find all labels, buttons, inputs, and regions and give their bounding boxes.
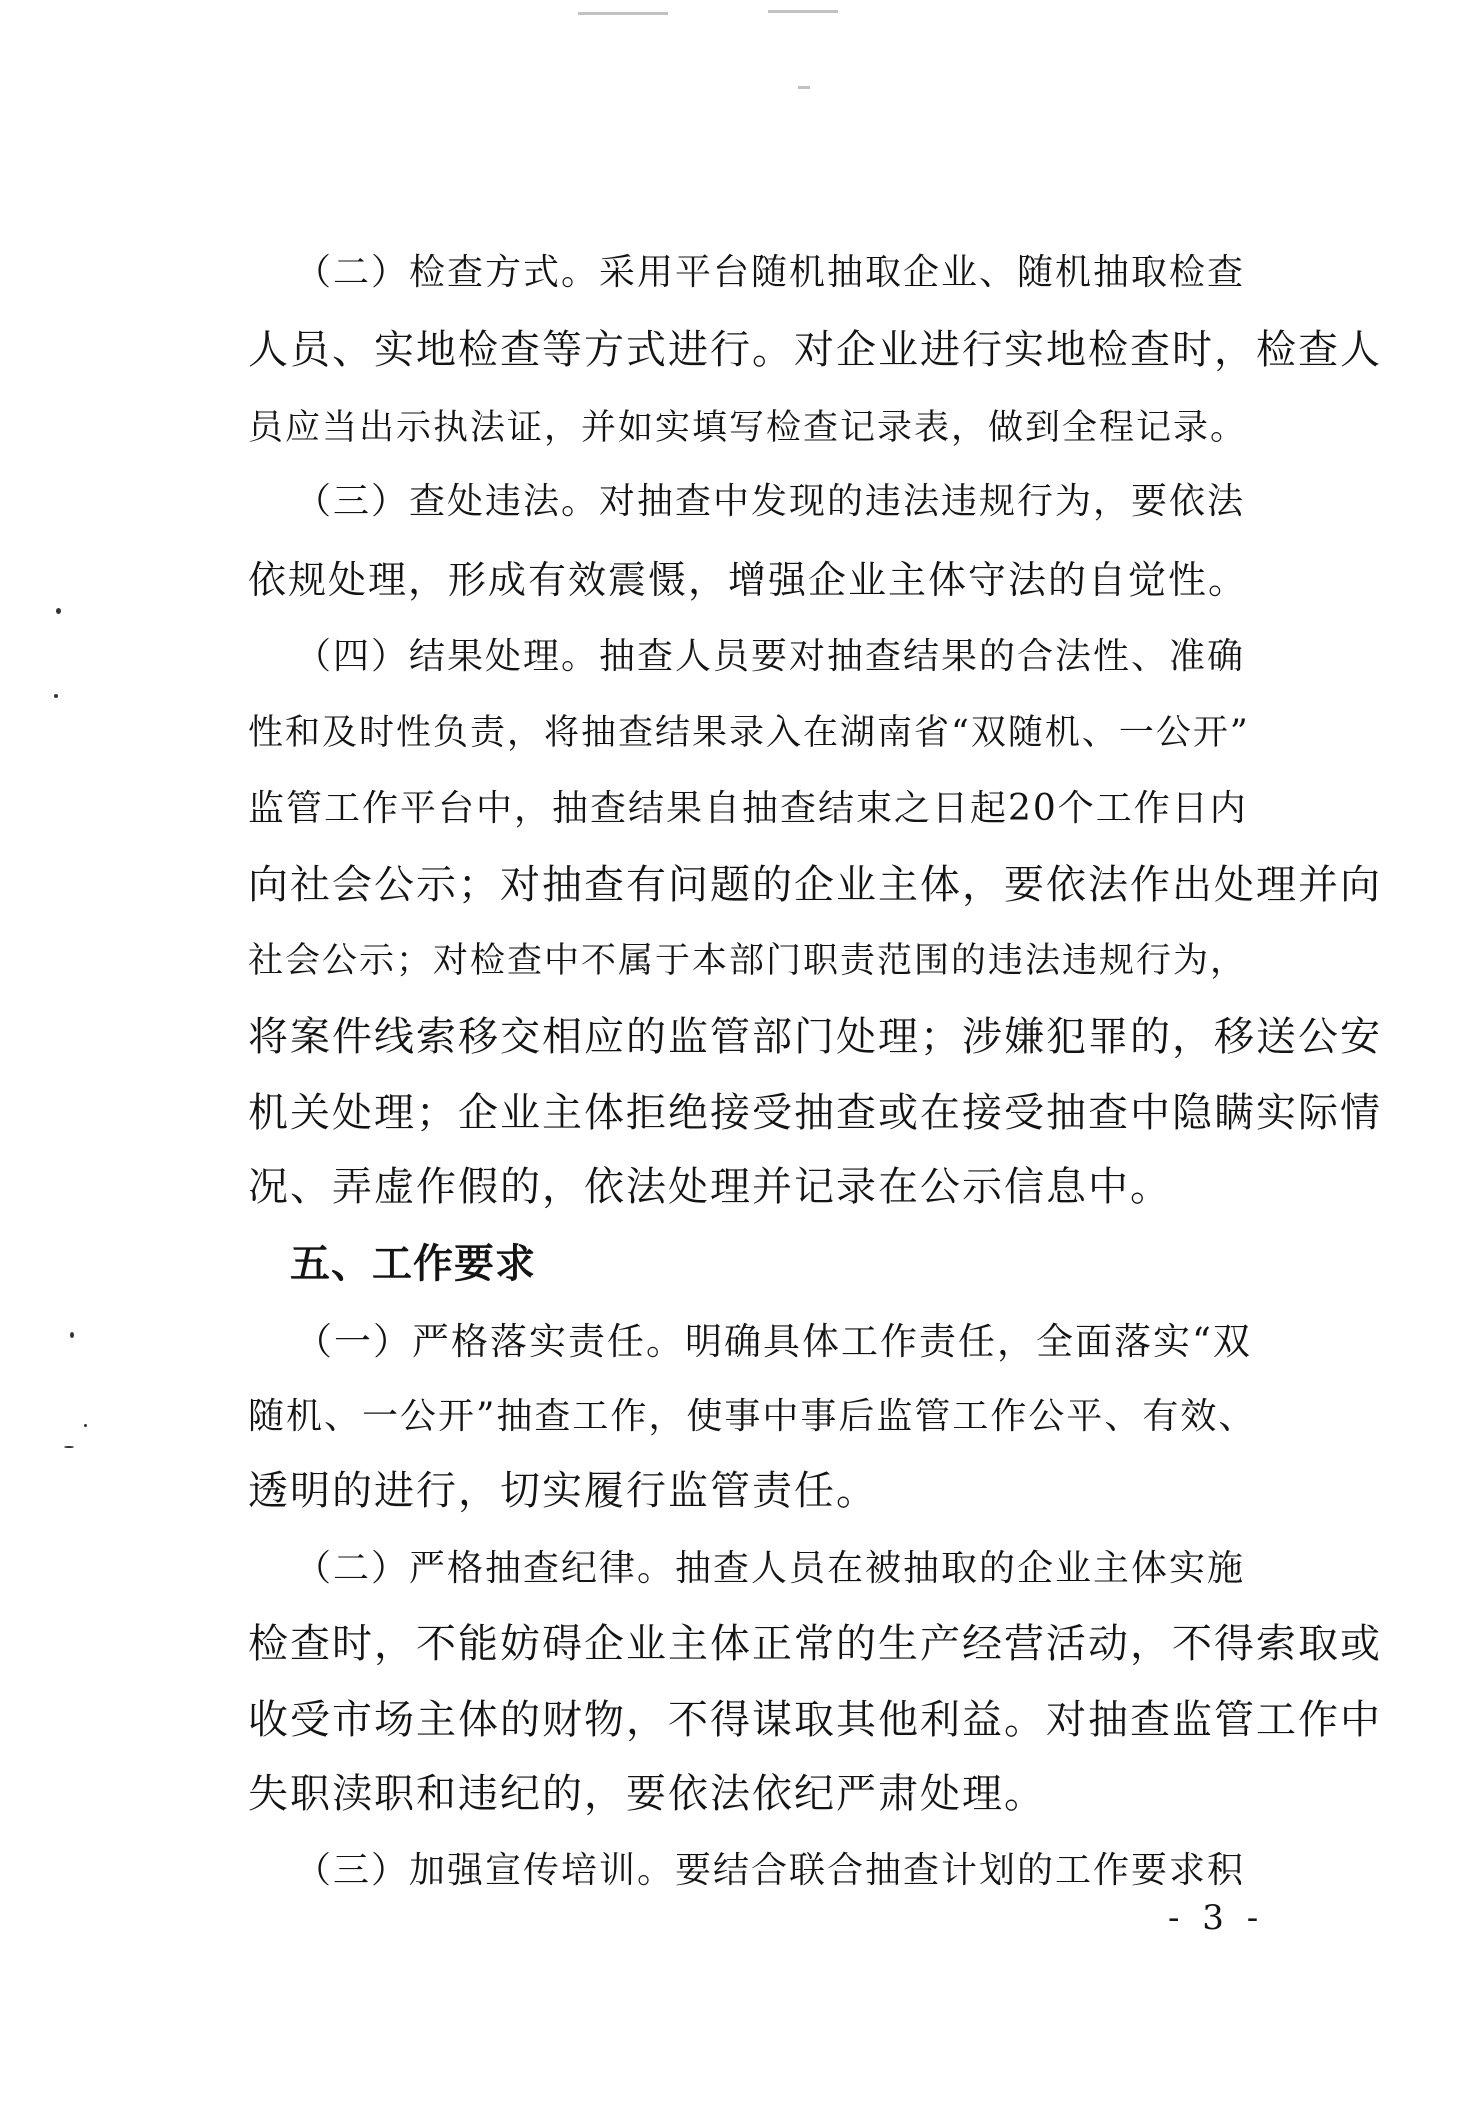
scan-speck xyxy=(84,1424,87,1427)
paragraph-line: 员应当出示执法证，并如实填写检查记录表，做到全程记录。 xyxy=(248,408,1248,448)
paragraph-line: （二）严格抽查纪律。抽查人员在被抽取的企业主体实施 xyxy=(295,1548,1246,1589)
paragraph-line: 失职渎职和违纪的，要依法依纪严肃处理。 xyxy=(248,1771,1046,1817)
scan-speck xyxy=(56,608,61,614)
paragraph-line: 依规处理，形成有效震慑，增强企业主体守法的自觉性。 xyxy=(248,558,1249,602)
paragraph-line: 随机、一公开”抽查工作，使事中事后监管工作公平、有效、 xyxy=(248,1396,1257,1437)
scan-speck xyxy=(70,1332,74,1338)
paragraph-line: （一）严格落实责任。明确具体工作责任，全面落实“双 xyxy=(295,1320,1252,1363)
paragraph-line: （三）查处违法。对抽查中发现的违法违规行为，要依法 xyxy=(295,481,1246,522)
paragraph-line: 社会公示；对检查中不属于本部门职责范围的违法违规行为， xyxy=(248,941,1248,981)
paragraph-line: 机关处理；企业主体拒绝接受抽查或在接受抽查中隐瞒实际情 xyxy=(248,1090,1382,1136)
scan-artifact xyxy=(578,12,668,15)
paragraph-line: 监管工作平台中，抽查结果自抽查结束之日起20个工作日内 xyxy=(248,788,1248,829)
scan-speck xyxy=(64,1446,74,1448)
paragraph-line: 收受市场主体的财物，不得谋取其他利益。对抽查监管工作中 xyxy=(248,1697,1382,1743)
paragraph-line: 检查时，不能妨碍企业主体正常的生产经营活动，不得索取或 xyxy=(248,1621,1382,1667)
paragraph-line: 性和及时性负责，将抽查结果录入在湖南省“双随机、一公开” xyxy=(248,713,1250,753)
scan-artifact xyxy=(798,86,810,89)
paragraph-line: （二）检查方式。采用平台随机抽取企业、随机抽取检查 xyxy=(295,252,1246,293)
paragraph-line: 人员、实地检查等方式进行。对企业进行实地检查时，检查人 xyxy=(248,327,1382,373)
paragraph-line: 向社会公示；对抽查有问题的企业主体，要依法作出处理并向 xyxy=(248,862,1382,908)
scan-speck xyxy=(54,694,58,698)
paragraph-line: 透明的进行，切实履行监管责任。 xyxy=(248,1468,878,1514)
section-heading: 五、工作要求 xyxy=(290,1241,536,1287)
scan-artifact xyxy=(768,10,838,13)
paragraph-line: 况、弄虚作假的，依法处理并记录在公示信息中。 xyxy=(248,1164,1172,1210)
page-number: - 3 - xyxy=(1168,1898,1265,1938)
paragraph-line: 将案件线索移交相应的监管部门处理；涉嫌犯罪的，移送公安 xyxy=(248,1014,1382,1060)
paragraph-line: （三）加强宣传培训。要结合联合抽查计划的工作要求积 xyxy=(295,1850,1246,1891)
paragraph-line: （四）结果处理。抽查人员要对抽查结果的合法性、准确 xyxy=(295,636,1246,677)
